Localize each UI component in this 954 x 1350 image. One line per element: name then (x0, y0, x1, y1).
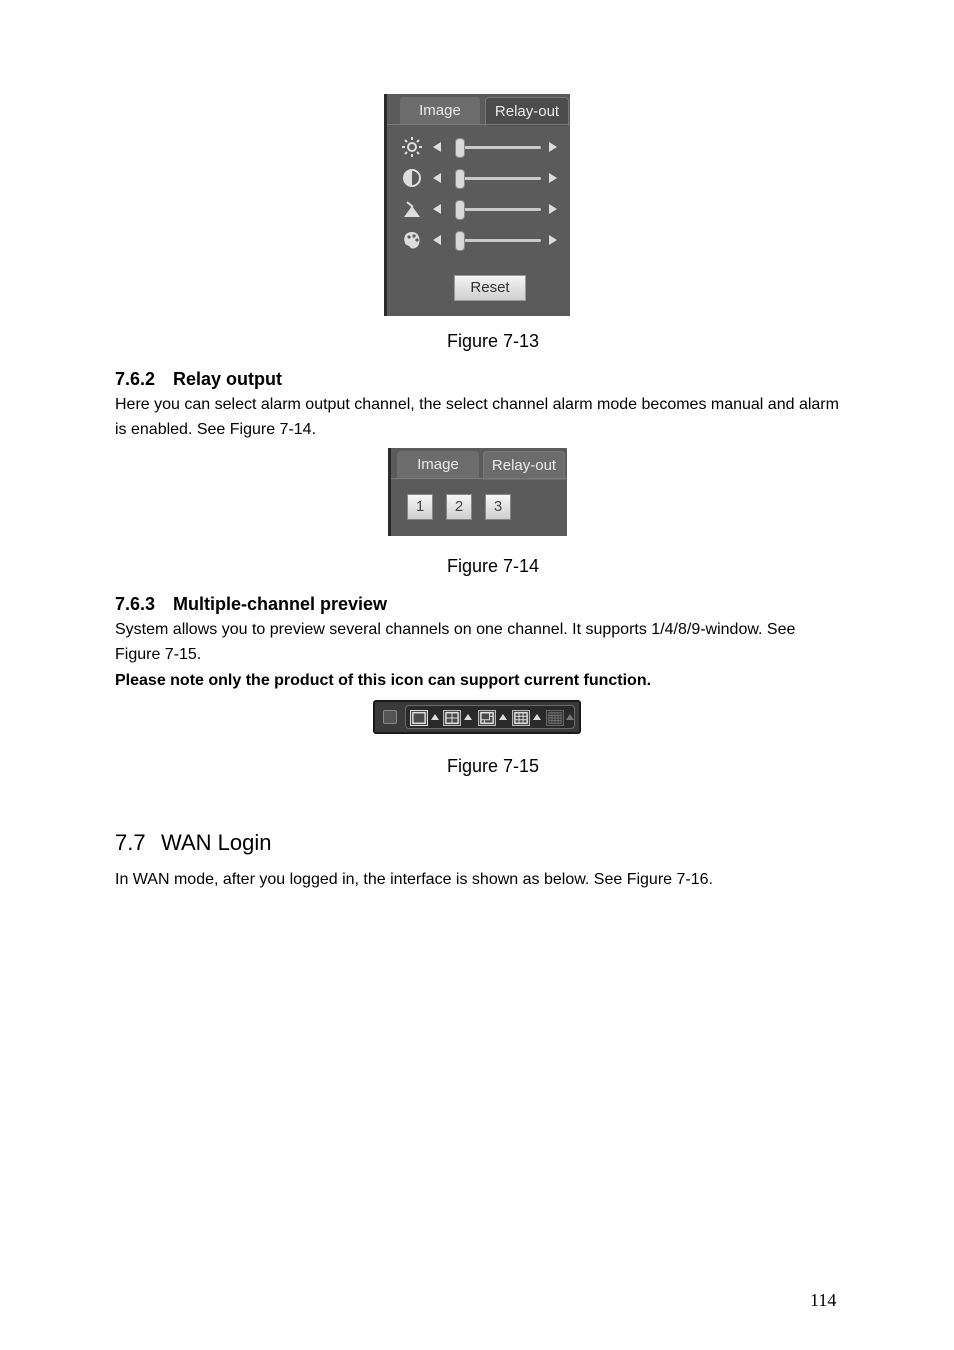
increase-arrow-icon[interactable] (549, 173, 557, 183)
section-number: 7.7 (115, 830, 146, 855)
window-1-icon[interactable] (410, 710, 428, 726)
section-heading (115, 369, 282, 390)
tab-relay-out[interactable]: Relay-out (483, 451, 565, 480)
brightness-icon (401, 136, 423, 158)
increase-arrow-icon[interactable] (549, 204, 557, 214)
section-title: WAN Login (161, 830, 272, 855)
section-number: 7.6.2 (115, 369, 156, 389)
decrease-arrow-icon[interactable] (433, 235, 441, 245)
tab-divider (391, 478, 567, 479)
window-split-toolbar (373, 700, 581, 734)
section-title: Multiple-channel preview (173, 594, 388, 614)
slider-track[interactable] (457, 146, 541, 149)
slider-track[interactable] (457, 177, 541, 180)
hue-icon (401, 229, 423, 251)
brightness-slider-row (401, 136, 561, 158)
slider-thumb[interactable] (455, 169, 465, 189)
decrease-arrow-icon[interactable] (433, 173, 441, 183)
dropdown-arrow-icon[interactable] (499, 714, 507, 720)
toolbar-toggle-icon[interactable] (383, 710, 397, 724)
saturation-icon (401, 198, 423, 220)
section-heading (115, 830, 271, 856)
figure-caption: Figure 7-13 (446, 331, 540, 351)
increase-arrow-icon[interactable] (549, 235, 557, 245)
tab-image[interactable]: Image (400, 97, 480, 125)
saturation-slider-row (401, 198, 561, 220)
relay-channel-1-button[interactable]: 1 (407, 494, 433, 520)
page-number: 114 (810, 1290, 837, 1310)
increase-arrow-icon[interactable] (549, 142, 557, 152)
split-mode-group (405, 705, 575, 729)
tab-divider (387, 124, 570, 125)
hue-slider-row (401, 229, 561, 251)
dropdown-arrow-icon[interactable] (464, 714, 472, 720)
tab-relay-out[interactable]: Relay-out (485, 97, 569, 126)
contrast-slider-row (401, 167, 561, 189)
relay-channel-2-button[interactable]: 2 (446, 494, 472, 520)
contrast-icon (401, 167, 423, 189)
section-heading (115, 594, 387, 615)
relay-channel-3-button[interactable]: 3 (485, 494, 511, 520)
note-paragraph: Please note only the product of this icon can support current function. (115, 672, 652, 689)
section-number: 7.6.3 (115, 594, 156, 614)
tab-image[interactable]: Image (397, 451, 479, 479)
dropdown-arrow-icon (566, 714, 574, 720)
body-paragraph: System allows you to preview several channels on one channel. It supports 1/4/8/9-window. See Figure 7-15. (115, 621, 796, 663)
window-9-icon[interactable] (512, 710, 530, 726)
tab-bar (387, 94, 570, 124)
slider-track[interactable] (457, 208, 541, 211)
decrease-arrow-icon[interactable] (433, 142, 441, 152)
figure-caption: Figure 7-15 (446, 756, 540, 776)
window-16-icon (546, 710, 564, 726)
image-adjust-panel (384, 94, 570, 316)
dropdown-arrow-icon[interactable] (431, 714, 439, 720)
dropdown-arrow-icon[interactable] (533, 714, 541, 720)
decrease-arrow-icon[interactable] (433, 204, 441, 214)
slider-thumb[interactable] (455, 231, 465, 251)
slider-track[interactable] (457, 239, 541, 242)
slider-thumb[interactable] (455, 138, 465, 158)
window-4-icon[interactable] (443, 710, 461, 726)
slider-thumb[interactable] (455, 200, 465, 220)
reset-button[interactable]: Reset (454, 275, 526, 301)
body-paragraph: In WAN mode, after you logged in, the interface is shown as below. See Figure 7-16. (115, 871, 713, 888)
window-8-icon[interactable] (478, 710, 496, 726)
figure-caption: Figure 7-14 (446, 556, 540, 576)
section-title: Relay output (173, 369, 283, 389)
relay-out-panel (388, 448, 567, 536)
tab-bar (391, 448, 567, 478)
body-paragraph: Here you can select alarm output channel, the select channel alarm mode becomes manual and alarm is enabled. See Figure 7-14. (115, 396, 839, 438)
